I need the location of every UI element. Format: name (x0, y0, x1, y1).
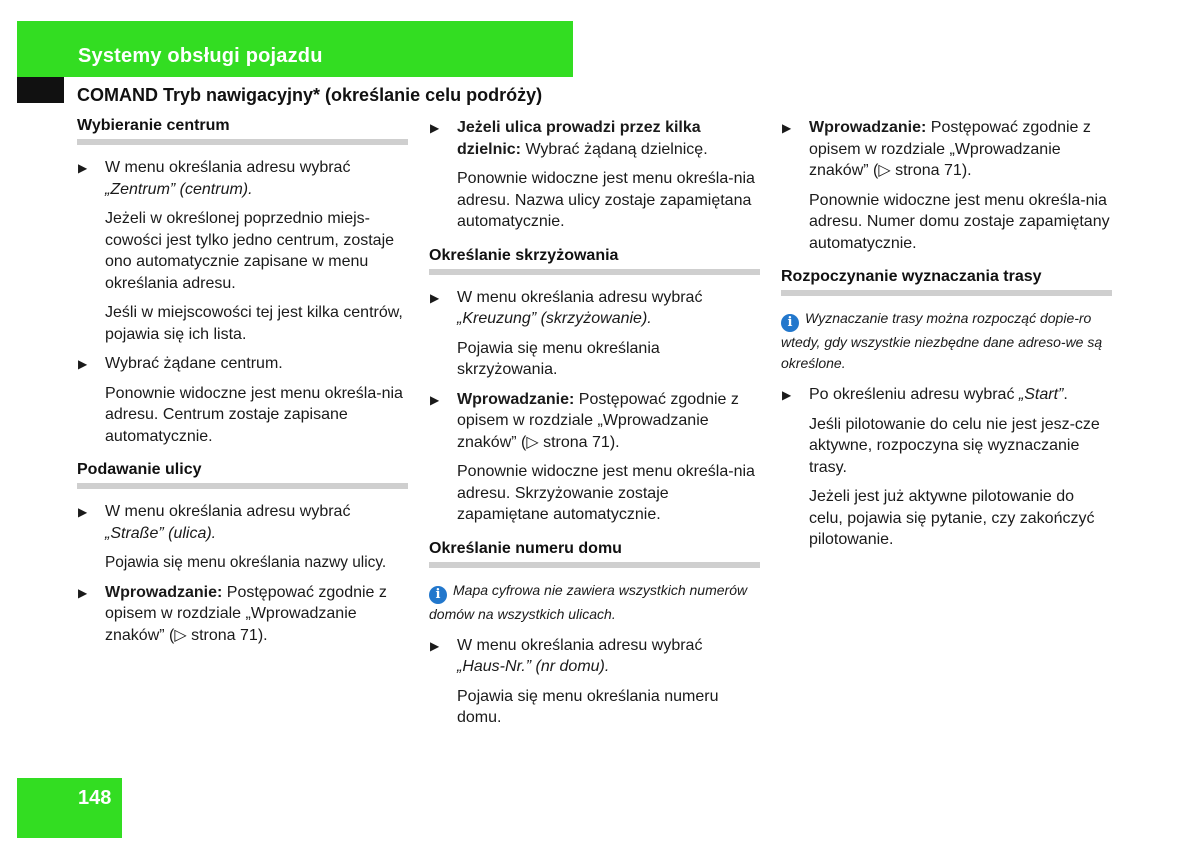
step-dzielnica: ▶ Jeżeli ulica prowadzi przez kilka dzielnic: Wybrać żądaną dzielnicę. (430, 119, 708, 158)
info-note: i Mapa cyfrowa nie zawiera wszystkich numerów domów na wszystkich ulicach. (429, 581, 748, 622)
paragraph: Ponownie widoczne jest menu określa-nia adresu. Skrzyżowanie zostaje zapamiętane automatycznie. (457, 463, 755, 523)
step-select-hausnr: ▶ W menu określania adresu wybrać „Haus-Nr.” (nr domu). (430, 636, 703, 675)
paragraph: Jeśli pilotowanie do celu nie jest jesz-cze aktywne, rozpoczyna się wyznaczanie trasy. (809, 415, 1100, 476)
page-subtitle: COMAND Tryb nawigacyjny* (określanie celu podróży) (77, 85, 543, 105)
heading-wybieranie-centrum: Wybieranie centrum (77, 117, 408, 145)
bullet-arrow-icon: ▶ (78, 161, 88, 175)
paragraph: Ponownie widoczne jest menu określa-nia adresu. Centrum zostaje zapisane automatycznie. (105, 384, 403, 445)
bullet-arrow-icon: ▶ (430, 392, 440, 407)
section-title: Systemy obsługi pojazdu (78, 45, 323, 67)
bullet-arrow-icon: ▶ (782, 388, 792, 402)
paragraph: Jeśli w miejscowości tej jest kilka centrów, pojawia się ich lista. (105, 304, 403, 343)
bullet-arrow-icon: ▶ (78, 585, 88, 600)
paragraph: Pojawia się menu określania nazwy ulicy. (105, 554, 387, 571)
heading-okreslanie-skrzyzowania: Określanie skrzyżowania (429, 247, 760, 275)
step-select-start: ▶ Po określeniu adresu wybrać „Start”. (781, 384, 1112, 406)
info-note: i Wyznaczanie trasy można rozpocząć dopie-ro wtedy, gdy wszystkie niezbędne dane adreso-we są określone. (781, 310, 1103, 371)
heading-rozpoczynanie-wyznaczania-trasy: Rozpoczynanie wyznaczania trasy (781, 268, 1112, 296)
bullet-arrow-icon: ▶ (78, 357, 88, 371)
heading-okreslanie-numeru-domu: Określanie numeru domu (429, 540, 760, 568)
step-wprowadzanie: ▶ Wprowadzanie: Postępować zgodnie z opisem w rozdziale „Wprowadzanie znaków” (▷ strona 71). (78, 583, 387, 644)
step-select-strasse: ▶ W menu określania adresu wybrać „Straße” (ulica). (78, 503, 351, 542)
bullet-arrow-icon: ▶ (430, 121, 440, 135)
step-select-centrum: ▶ W menu określania adresu wybrać „Zentrum” (centrum). (78, 159, 351, 198)
step-wprowadzanie: ▶ Wprowadzanie: Postępować zgodnie z opisem w rozdziale „Wprowadzanie znaków” (▷ strona 71). (782, 119, 1091, 179)
step-wprowadzanie: ▶ Wprowadzanie: Postępować zgodnie z opisem w rozdziale „Wprowadzanie znaków” (▷ strona 71). (430, 390, 739, 451)
bullet-arrow-icon: ▶ (430, 290, 440, 305)
bullet-arrow-icon: ▶ (78, 505, 88, 519)
page-number: 148 (78, 787, 112, 809)
paragraph: Jeżeli jest już aktywne pilotowanie do celu, pojawia się pytanie, czy zakończyć pilotowanie. (809, 488, 1095, 548)
paragraph: Pojawia się menu określania skrzyżowania. (457, 339, 660, 378)
column-1 (77, 117, 408, 654)
paragraph: Ponownie widoczne jest menu określa-nia adresu. Nazwa ulicy zostaje zapamiętana automatycznie. (457, 170, 755, 230)
step-choose-centrum: ▶ Wybrać żądane centrum. (77, 353, 408, 375)
bullet-arrow-icon: ▶ (430, 638, 440, 653)
column-3 (781, 117, 1112, 559)
info-icon: i (781, 314, 799, 332)
paragraph: Pojawia się menu określania numeru domu. (457, 687, 719, 726)
column-2 (429, 117, 760, 737)
heading-podawanie-ulicy: Podawanie ulicy (77, 461, 408, 489)
chapter-marker (17, 77, 64, 103)
paragraph: Ponownie widoczne jest menu określa-nia adresu. Numer domu zostaje zapamiętany automatycznie. (809, 191, 1110, 252)
info-icon: i (429, 586, 447, 604)
page-number-tab (17, 778, 122, 838)
section-header-tab (17, 21, 573, 77)
bullet-arrow-icon: ▶ (782, 121, 792, 135)
paragraph: Jeżeli w określonej poprzednio miejs-cowości jest tylko jedno centrum, zostaje ono automatycznie zapisane w menu określania adresu. (105, 210, 395, 292)
step-select-kreuzung: ▶ W menu określania adresu wybrać „Kreuzung” (skrzyżowanie). (430, 288, 703, 327)
